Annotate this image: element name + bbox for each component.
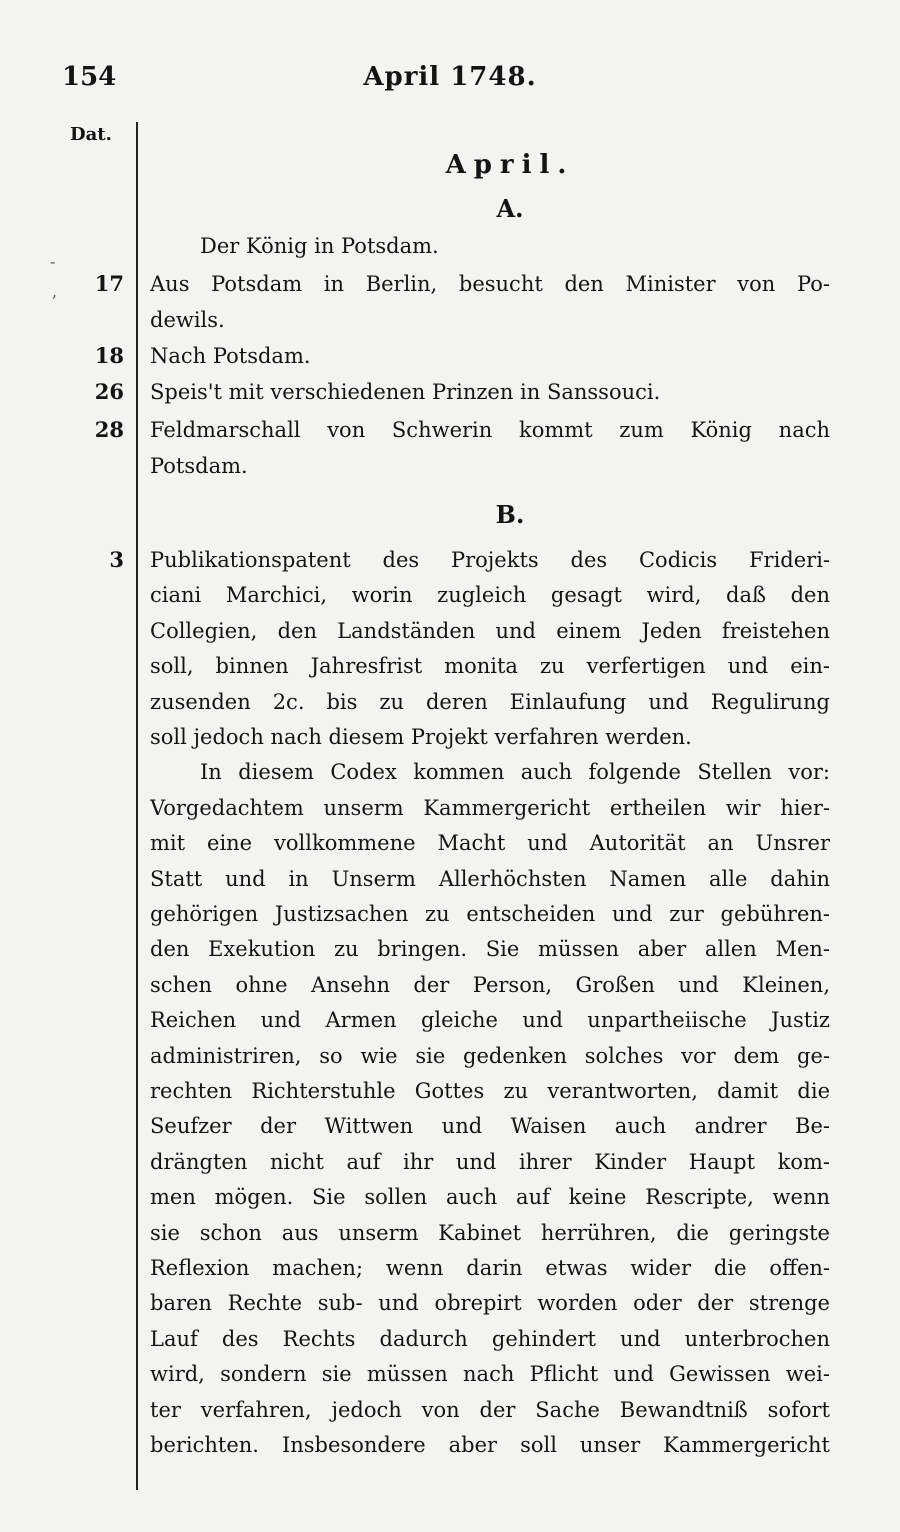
entry-day: 3: [109, 547, 124, 572]
entry-line: wird, sondern sie müssen nach Pflicht und Gewissen wei-: [150, 1362, 830, 1386]
entry-line: Feldmarschall von Schwerin kommt zum König nach: [150, 418, 830, 442]
section-a-heading: Der König in Potsdam.: [200, 234, 439, 258]
entry-line: Speis't mit verschiedenen Prinzen in Sanssouci.: [150, 380, 661, 404]
entry-day: 18: [94, 343, 124, 368]
date-column-header: Dat.: [70, 124, 112, 145]
entry-line: Seufzer der Wittwen und Waisen auch andrer Be-: [150, 1114, 830, 1138]
section-b-label: B.: [495, 500, 525, 529]
entry-line: ter verfahren, jedoch von der Sache Bewandtniß sofort: [150, 1398, 830, 1422]
entry-line: baren Rechte sub- und obrepirt worden oder der strenge: [150, 1291, 830, 1315]
entry-line: berichten. Insbesondere aber soll unser Kammergericht: [150, 1433, 830, 1457]
entry-line: Lauf des Rechts dadurch gehindert und unterbrochen: [150, 1327, 830, 1351]
column-divider: [136, 122, 138, 1490]
margin-mark: -: [50, 252, 56, 271]
entry-line: Vorgedachtem unserm Kammergericht ertheilen wir hier-: [150, 796, 830, 820]
entry-line: rechten Richterstuhle Gottes zu verantworten, damit die: [150, 1079, 830, 1103]
entry-line: Publikationspatent des Projekts des Codicis Frideri-: [150, 548, 830, 572]
page-header: [60, 62, 840, 102]
entry-line: dewils.: [150, 308, 225, 332]
entry-line: den Exekution zu bringen. Sie müssen aber allen Men-: [150, 937, 830, 961]
entry-line: Nach Potsdam.: [150, 344, 311, 368]
entry-line: mit eine vollkommene Macht und Autorität an Unsrer: [150, 831, 830, 855]
section-a-label: A.: [496, 194, 524, 223]
running-title: April 1748.: [363, 62, 537, 92]
entry-line: Potsdam.: [150, 454, 248, 478]
entry-day: 28: [94, 417, 124, 442]
entry-line: schen ohne Ansehn der Person, Großen und Kleinen,: [150, 973, 830, 997]
entry-line: ciani Marchici, worin zugleich gesagt wird, daß den: [150, 583, 830, 607]
section-title: April.: [445, 150, 575, 180]
entry-line: men mögen. Sie sollen auch auf keine Rescripte, wenn: [150, 1185, 830, 1209]
margin-mark: ,: [52, 282, 58, 301]
entry-line: soll jedoch nach diesem Projekt verfahren werden.: [150, 725, 692, 749]
entry-line: Collegien, den Landständen und einem Jeden freistehen: [150, 619, 830, 643]
entry-line: sie schon aus unserm Kabinet herrühren, die geringste: [150, 1221, 830, 1245]
entry-line: zusenden 2c. bis zu deren Einlaufung und Regulirung: [150, 690, 830, 714]
entry-day: 17: [94, 271, 124, 296]
entry-line: administriren, so wie sie gedenken solches vor dem ge-: [150, 1044, 830, 1068]
entry-line: Aus Potsdam in Berlin, besucht den Minister von Po-: [150, 272, 830, 296]
entry-line: Reflexion machen; wenn darin etwas wider die offen-: [150, 1256, 830, 1280]
entry-line: drängten nicht auf ihr und ihrer Kinder Haupt kom-: [150, 1150, 830, 1174]
entry-line: gehörigen Justizsachen zu entscheiden und zur gebühren-: [150, 902, 830, 926]
entry-line: Statt und in Unserm Allerhöchsten Namen alle dahin: [150, 867, 830, 891]
page-number: 154: [62, 62, 117, 92]
entry-line: soll, binnen Jahresfrist monita zu verfertigen und ein-: [150, 654, 830, 678]
entry-day: 26: [94, 379, 124, 404]
entry-line: Reichen und Armen gleiche und unpartheiische Justiz: [150, 1008, 830, 1032]
entry-line: In diesem Codex kommen auch folgende Stellen vor:: [200, 760, 830, 784]
